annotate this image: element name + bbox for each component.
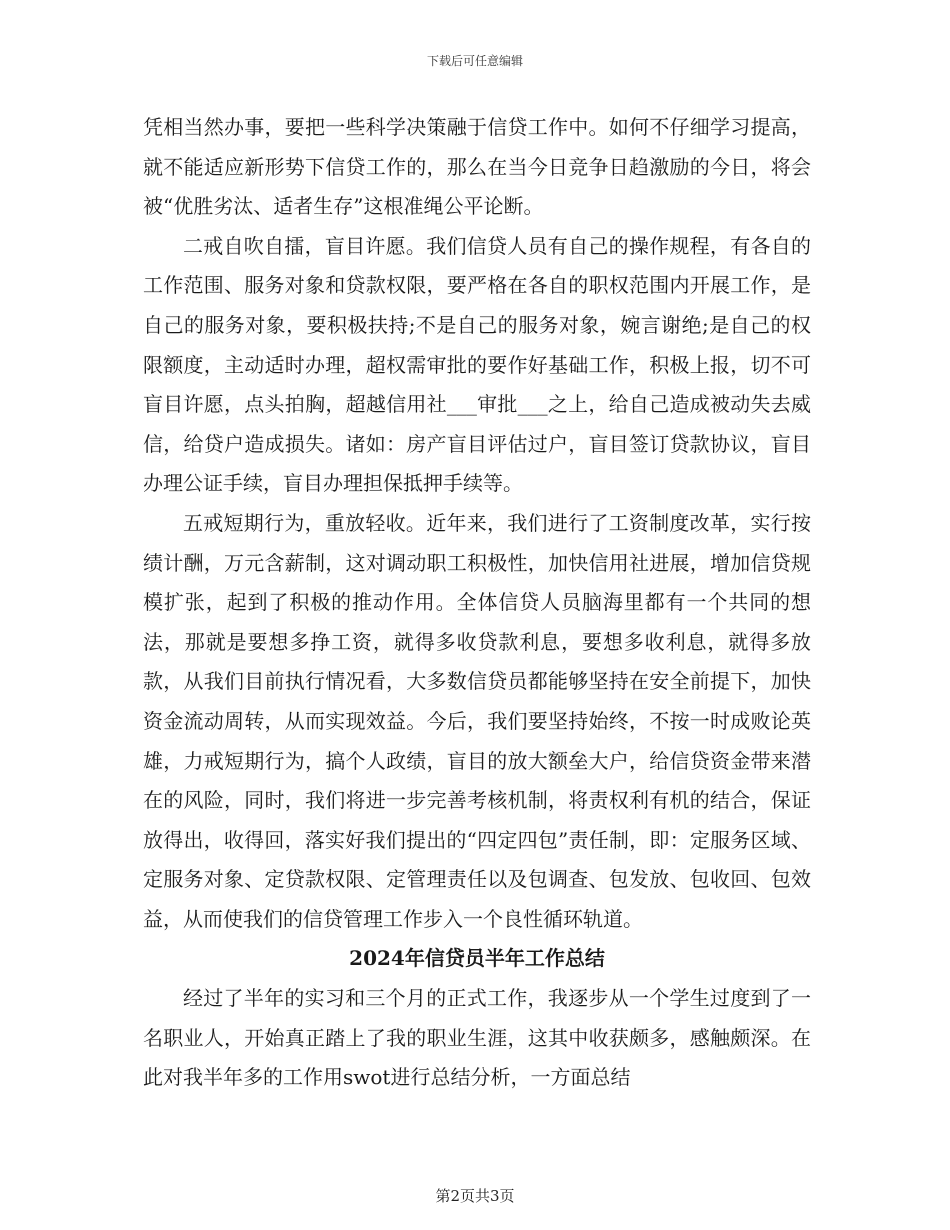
section-title: 2024年信贷员半年工作总结 — [349, 946, 605, 971]
paragraph-second-caution: 二戒自吹自擂，盲目许愿。我们信贷人员有自己的操作规程，有各自的工作范围、服务对象和贷款权限，要严格在各自的职权范围内开展工作，是自己的服务对象，要积极扶持;不是自己的服务对象，婉言谢绝;是自己的权限额度，主动适时办理，超权需审批的要作好基础工作，积极上报，切不可盲目许愿，点头拍胸，超越信用社___审批___之上，给自己造成被动失去威信，给贷户造成损失。诸如：房产盲目评估过户，盲目签订贷款协议，盲目办理公证手续，盲目办理担保抵押手续等。 — [143, 233, 811, 496]
page-header: 下载后可任意编辑 — [426, 54, 523, 68]
page-number-footer: 第2页共3页 — [435, 1187, 515, 1205]
paragraph-continuation: 凭相当然办事，要把一些科学决策融于信贷工作中。如何不仔细学习提高，就不能适应新形势下信贷工作的，那么在当今日竞争日趋激励的今日，将会被“优胜劣汰、适者生存”这根准绳公平论断。 — [143, 115, 811, 219]
document-body — [143, 108, 811, 1098]
paragraph-fifth-caution: 五戒短期行为，重放轻收。近年来，我们进行了工资制度改革，实行按绩计酬，万元含薪制，这对调动职工积极性，加快信用社进展，增加信贷规模扩张，起到了积极的推动作用。全体信贷人员脑海里都有一个共同的想法，那就是要想多挣工资，就得多收贷款利息，要想多收利息，就得多放款，从我们目前执行情况看，大多数信贷员都能够坚持在安全前提下，加快资金流动周转，从而实现效益。今后，我们要坚持始终，不按一时成败论英雄，力戒短期行为，搞个人政绩，盲目的放大额垒大户，给信贷资金带来潜在的风险，同时，我们将进一步完善考核机制，将责权利有机的结合，保证放得出，收得回，落实好我们提出的“四定四包”责任制，即：定服务区域、定服务对象、定贷款权限、定管理责任以及包调查、包发放、包收回、包效益，从而使我们的信贷管理工作步入一个良性循环轨道。 — [143, 510, 811, 931]
paragraph-summary-intro: 经过了半年的实习和三个月的正式工作，我逐步从一个学生过度到了一名职业人，开始真正踏上了我的职业生涯，这其中收获颇多，感触颇深。在此对我半年多的工作用swot进行总结分析，一方面总结 — [143, 986, 811, 1090]
